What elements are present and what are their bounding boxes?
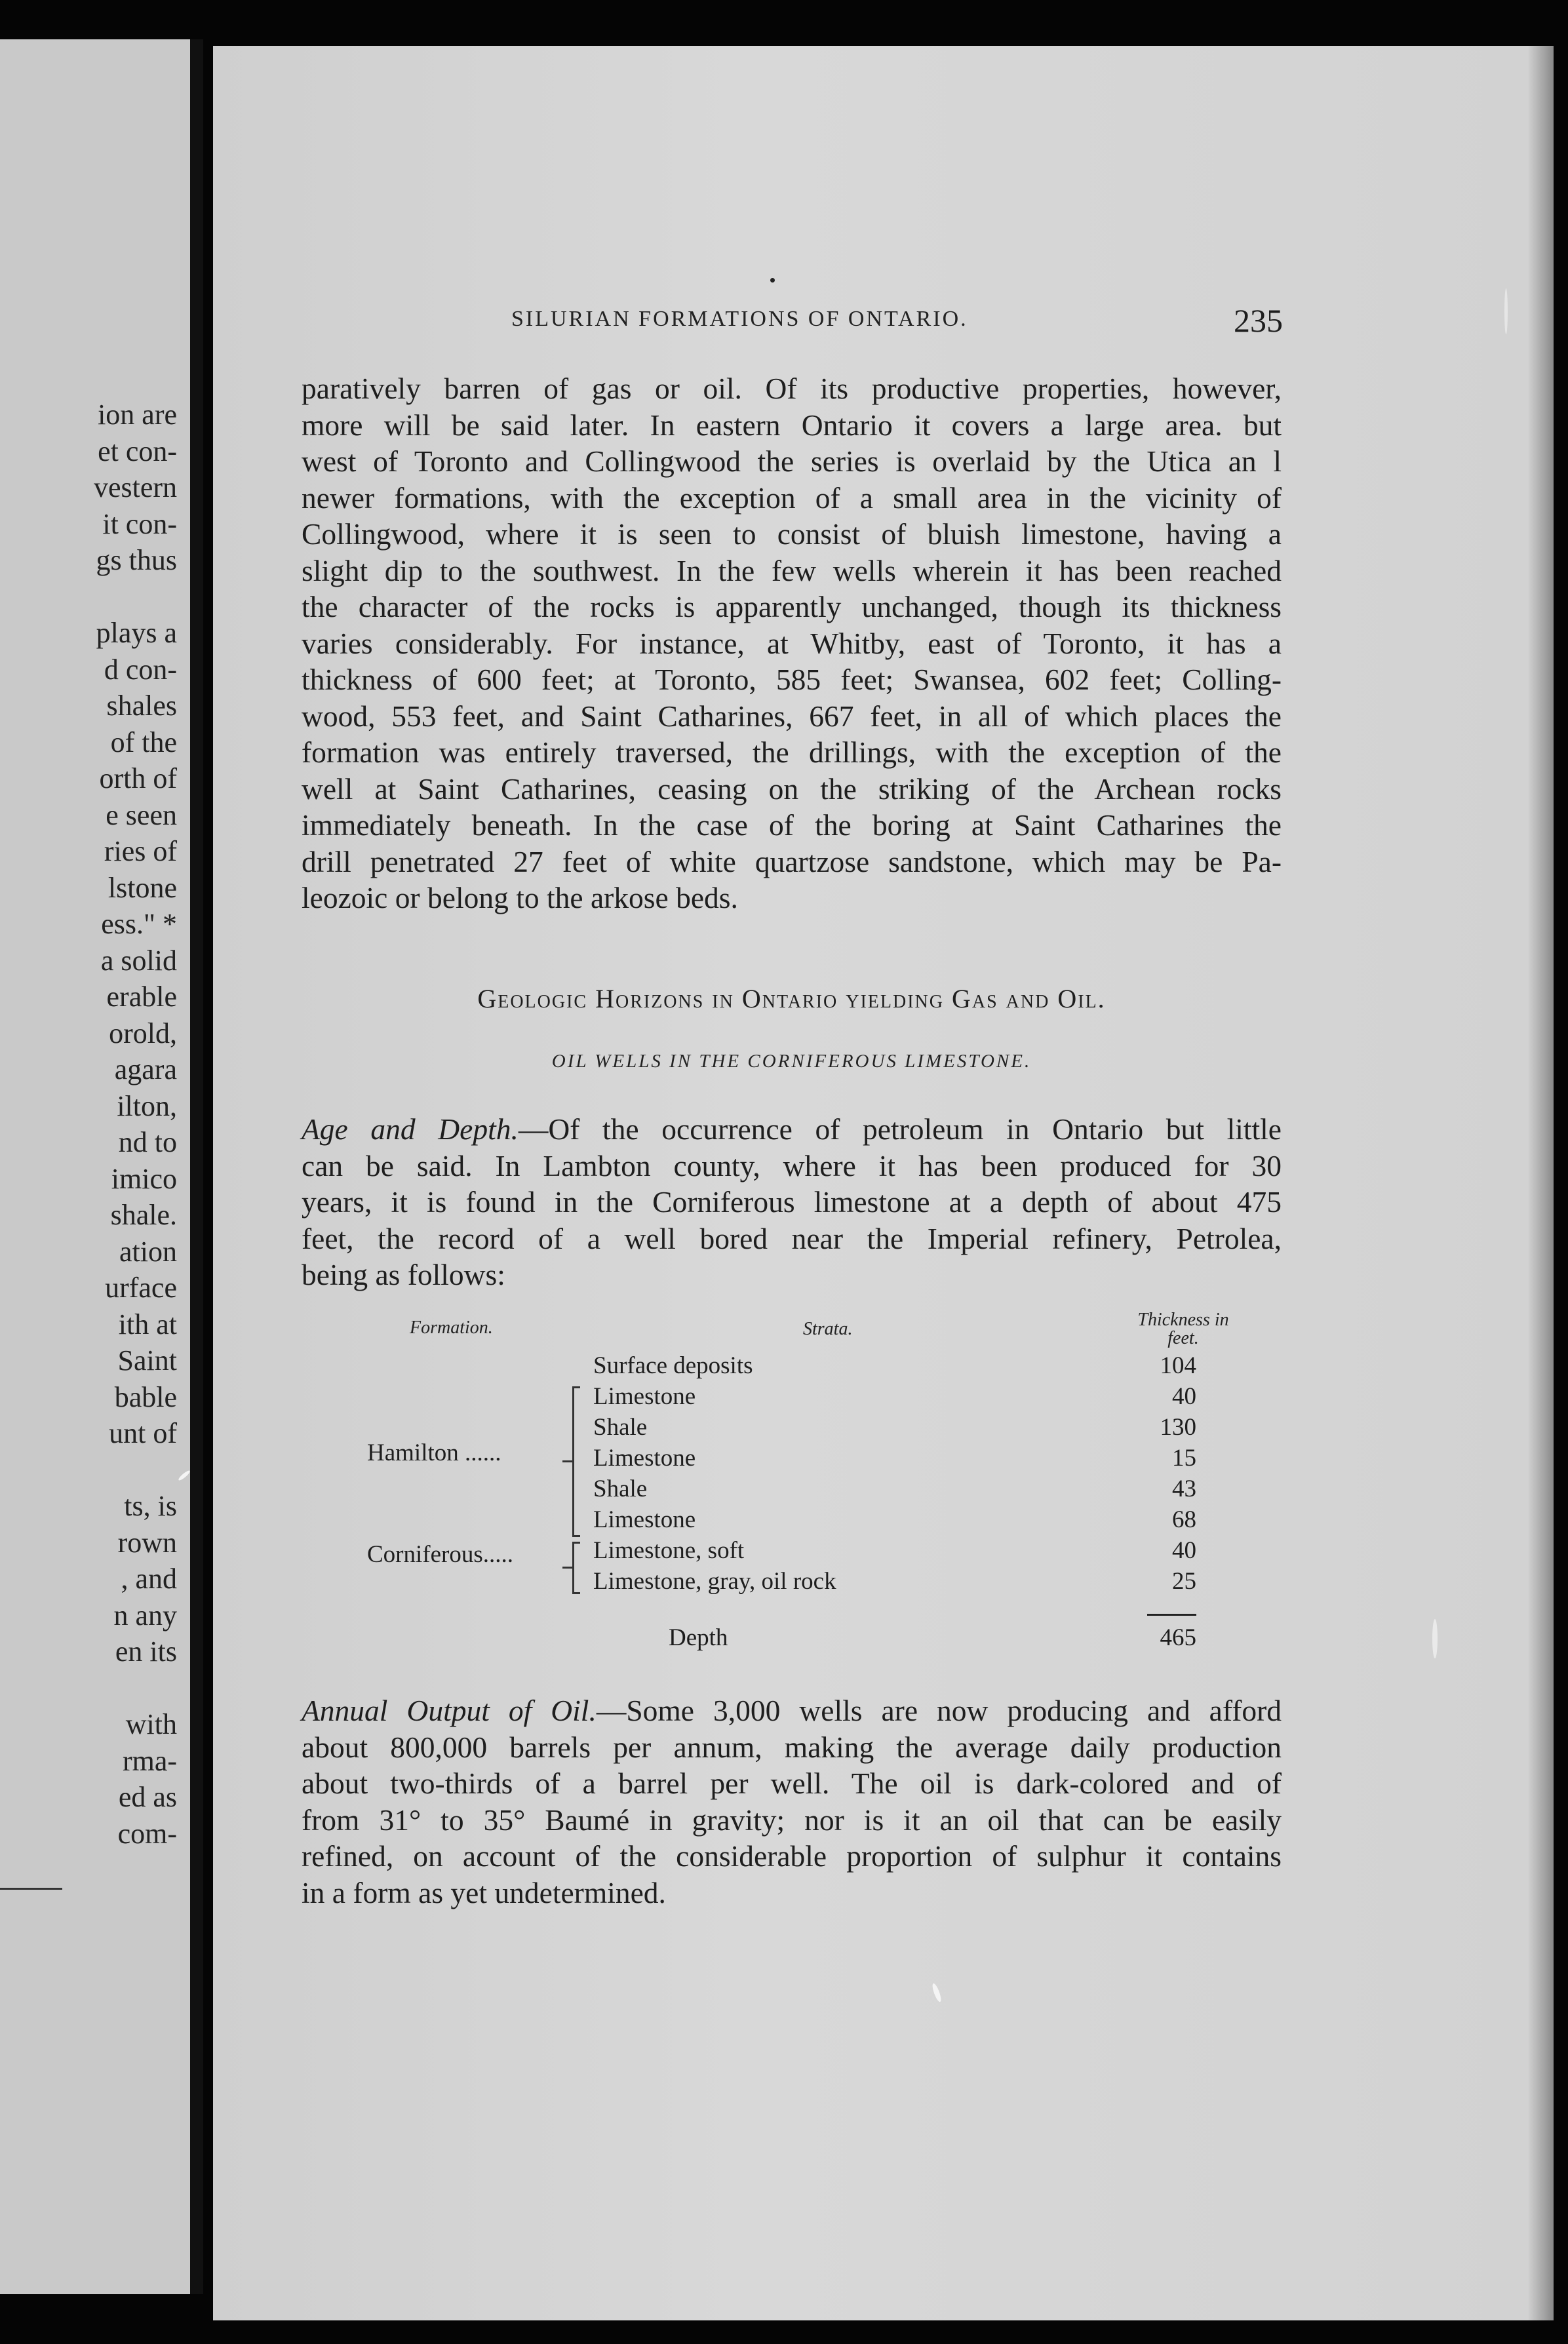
text-line [302, 1692, 1282, 1729]
text-line: slight dip to the southwest. In the few wells wherein it has been reached [302, 553, 1282, 587]
total-label: Depth [669, 1624, 728, 1651]
column-header-thickness: Thickness in feet. [1137, 1310, 1229, 1348]
page-edge-shadow [1527, 46, 1554, 2320]
paragraph-annual-output [302, 1692, 1282, 1911]
leader-dots [724, 1443, 1144, 1474]
text-line: in a form as yet undetermined. [302, 1875, 666, 1909]
scan-speck [770, 278, 775, 283]
table-row [593, 1443, 1196, 1474]
text-line-rest: —Of the occurrence of petroleum in Ontario but little [518, 1112, 1282, 1146]
brace-corniferous [572, 1542, 583, 1594]
column-header-formation: Formation. [410, 1318, 493, 1338]
facing-line: , and [121, 1563, 177, 1595]
facing-line: orold, [109, 1017, 177, 1049]
strata-name: Limestone, gray, oil rock [593, 1568, 836, 1595]
facing-line: ilton, [117, 1089, 177, 1122]
strata-name: Surface deposits [593, 1352, 753, 1379]
leader-dots [885, 1566, 1144, 1597]
facing-line: it con- [102, 507, 177, 540]
facing-line: a solid [100, 944, 177, 977]
text-line: immediately beneath. In the case of the boring at Saint Catharines the [302, 808, 1282, 842]
leader-dots [724, 1381, 1144, 1412]
table-row [593, 1566, 1196, 1597]
facing-line: shales [106, 690, 177, 722]
facing-line: nd to [118, 1126, 177, 1158]
facing-line: com- [117, 1817, 177, 1850]
thickness-value: 40 [1172, 1537, 1196, 1564]
text-line: being as follows: [302, 1258, 505, 1291]
sub-heading: OIL WELLS IN THE CORNIFEROUS LIMESTONE. [551, 1051, 1032, 1072]
leader-dots [790, 1350, 1144, 1381]
facing-page-fragment [0, 39, 190, 2294]
thickness-value: 43 [1172, 1475, 1196, 1502]
facing-line: of the [110, 726, 177, 758]
text-line: feet, the record of a well bored near the Imperial refinery, Petrolea, [302, 1221, 1282, 1255]
leader-dots [672, 1412, 1144, 1443]
facing-line: bable [114, 1380, 177, 1413]
leader-dots [741, 1622, 1144, 1653]
table-row [593, 1535, 1196, 1566]
text-line: well at Saint Catharines, ceasing on the striking of the Archean rocks [302, 772, 1282, 806]
text-line: more will be said later. In eastern Ontario it covers a large area. but [302, 408, 1282, 442]
table-row [593, 1504, 1196, 1535]
leader-dots [724, 1504, 1144, 1535]
text-line: refined, on account of the considerable proportion of sulphur it contains [302, 1839, 1282, 1873]
facing-line: rown [117, 1526, 177, 1559]
thickness-value: 25 [1172, 1568, 1196, 1595]
facing-line: agara [114, 1053, 177, 1085]
facing-line: en its [115, 1635, 177, 1668]
text-line: about 800,000 barrels per annum, making the average daily production [302, 1730, 1282, 1764]
table-row [593, 1381, 1196, 1412]
facing-line: erable [106, 981, 177, 1013]
text-line: newer formations, with the exception of a small area in the vicinity of [302, 480, 1282, 515]
facing-line: e seen [106, 798, 177, 831]
scan-speck [1432, 1619, 1438, 1658]
strata-name: Limestone [593, 1506, 696, 1533]
page-number: 235 [1234, 302, 1283, 339]
facing-line: vestern [93, 471, 177, 503]
strata-name: Limestone [593, 1445, 696, 1472]
facing-line [94, 1452, 177, 1489]
facing-line: et con- [98, 435, 177, 467]
strata-name: Shale [593, 1475, 648, 1502]
text-line: paratively barren of gas or oil. Of its productive properties, however, [302, 372, 1282, 405]
facing-line: lstone [108, 871, 177, 904]
column-header-strata: Strata. [803, 1319, 853, 1339]
thickness-value: 130 [1160, 1414, 1196, 1441]
facing-line: ed as [118, 1781, 177, 1813]
facing-line: ith at [118, 1308, 177, 1340]
paragraph-carried-over [302, 370, 1282, 916]
facing-line: rma- [122, 1744, 177, 1777]
paragraph-lead: Annual Output of Oil. [302, 1694, 597, 1727]
facing-footnote-rule [0, 1888, 62, 1890]
table-row [593, 1412, 1196, 1443]
thickness-value: 15 [1172, 1445, 1196, 1472]
text-line [302, 1111, 1282, 1148]
facing-line: ess." * [101, 908, 177, 940]
leader-dots [672, 1474, 1144, 1504]
brace-point [562, 1460, 573, 1462]
text-line: from 31° to 35° Baumé in gravity; nor is it an oil that can be easily [302, 1803, 1282, 1837]
thickness-value: 104 [1160, 1352, 1196, 1379]
text-line: Collingwood, where it is seen to consist of bluish limestone, having a [302, 517, 1282, 551]
facing-line [94, 579, 177, 615]
facing-line: ries of [104, 835, 177, 867]
facing-line: plays a [96, 617, 177, 649]
brace-hamilton [572, 1386, 583, 1537]
formation-label-hamilton: Hamilton ...... [367, 1439, 501, 1466]
strata-name: Limestone, soft [593, 1537, 745, 1564]
facing-line: imico [111, 1162, 177, 1195]
sum-rule [1147, 1614, 1196, 1616]
facing-line: d con- [104, 653, 177, 686]
facing-line: orth of [99, 762, 177, 794]
text-line-rest: —Some 3,000 wells are now producing and afford [596, 1694, 1282, 1727]
section-heading: Geologic Horizons in Ontario yielding Gas and Oil. [477, 984, 1106, 1013]
well-record-table [328, 1311, 1245, 1665]
paragraph-lead: Age and Depth. [302, 1112, 519, 1146]
facing-line: ts, is [124, 1490, 177, 1522]
total-row [669, 1622, 1196, 1653]
text-line: years, it is found in the Corniferous limestone at a depth of about 475 [302, 1185, 1282, 1219]
strata-name: Limestone [593, 1383, 696, 1410]
text-line: the character of the rocks is apparently unchanged, though its thickness [302, 590, 1282, 623]
facing-line: unt of [109, 1417, 177, 1449]
facing-line: Saint [117, 1344, 177, 1377]
text-line: can be said. In Lambton county, where it has been produced for 30 [302, 1148, 1282, 1182]
text-line: varies considerably. For instance, at Whitby, east of Toronto, it has a [302, 626, 1282, 660]
facing-line: n any [113, 1599, 177, 1631]
text-line: west of Toronto and Collingwood the series is overlaid by the Utica an l [302, 444, 1282, 478]
text-line: thickness of 600 feet; at Toronto, 585 feet; Swansea, 602 feet; Colling- [302, 663, 1282, 696]
text-line: drill penetrated 27 feet of white quartzose sandstone, which may be Pa- [302, 844, 1282, 878]
paragraph-age-and-depth [302, 1111, 1282, 1293]
table-row [593, 1474, 1196, 1504]
formation-label-corniferous: Corniferous..... [367, 1541, 513, 1568]
text-line: leozoic or belong to the arkose beds. [302, 881, 738, 914]
text-line: wood, 553 feet, and Saint Catharines, 667 feet, in all of which places the [302, 699, 1282, 733]
facing-line: shale. [110, 1199, 177, 1231]
table-row [593, 1350, 1196, 1381]
leader-dots [770, 1535, 1144, 1566]
running-head: SILURIAN FORMATIONS OF ONTARIO. [511, 307, 968, 331]
facing-line [94, 1670, 177, 1707]
text-line: formation was entirely traversed, the drillings, with the exception of the [302, 735, 1282, 769]
scan-speck [1504, 288, 1508, 334]
facing-line: urface [105, 1272, 177, 1304]
gutter [190, 39, 203, 2294]
thickness-value: 40 [1172, 1383, 1196, 1410]
strata-name: Shale [593, 1414, 648, 1441]
thickness-value: 68 [1172, 1506, 1196, 1533]
facing-line: ion are [98, 399, 177, 431]
facing-line: with [125, 1708, 177, 1740]
brace-point [562, 1567, 573, 1569]
facing-line: gs thus [96, 544, 177, 576]
text-line: about two-thirds of a barrel per well. The oil is dark-colored and of [302, 1767, 1282, 1800]
facing-line: ation [119, 1235, 177, 1268]
facing-page-text [94, 397, 177, 1852]
total-value: 465 [1160, 1624, 1196, 1651]
